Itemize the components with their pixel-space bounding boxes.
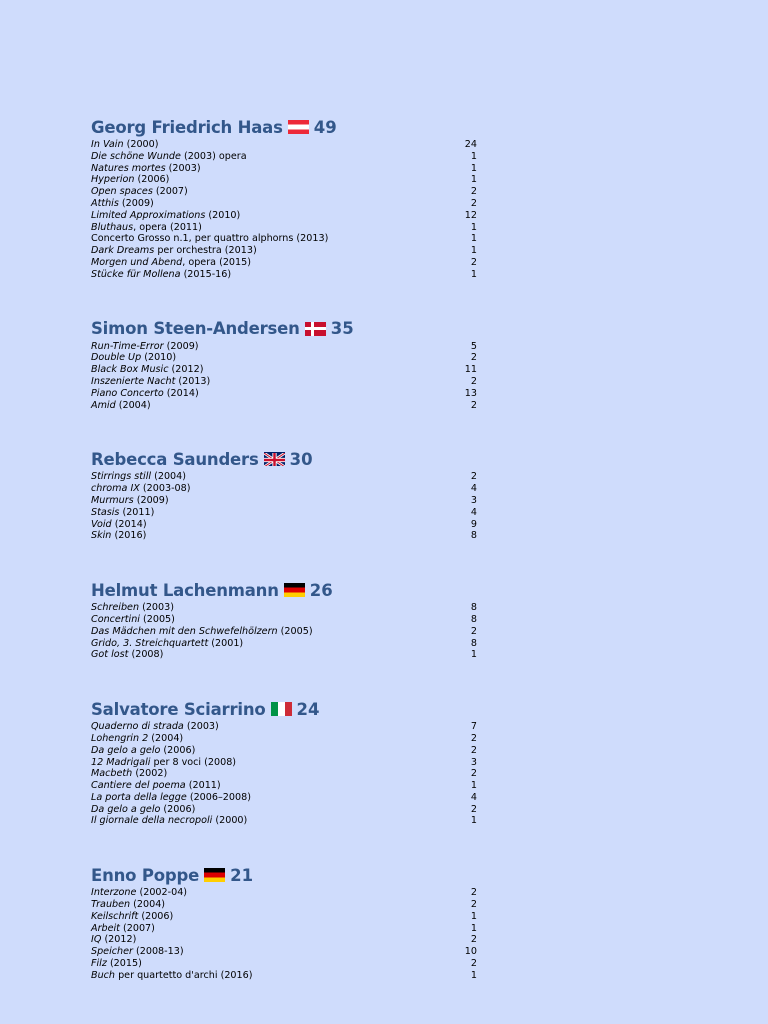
work-details: (2007) [152, 186, 188, 198]
work-row [91, 815, 477, 827]
work-count: 1 [470, 815, 477, 827]
work-row [91, 626, 477, 638]
work-label [91, 471, 186, 483]
work-title: Il giornale della necropoli [91, 815, 213, 827]
work-details: (2009) [163, 340, 199, 352]
work-row [91, 364, 477, 376]
work-count: 1 [470, 910, 477, 922]
work-label [91, 911, 173, 923]
composer-total: 49 [313, 117, 337, 137]
work-label [91, 174, 169, 186]
work-count: 1 [470, 922, 477, 934]
work-details: , opera (2015) [182, 256, 251, 268]
work-row [91, 958, 477, 970]
work-label [91, 970, 252, 982]
work-count: 4 [470, 506, 477, 518]
work-title: Die schöne Wunde [91, 150, 181, 162]
work-details: (2003) [165, 162, 201, 174]
work-label [91, 899, 165, 911]
work-label [91, 388, 199, 400]
work-title: Black Box Music [91, 364, 169, 376]
work-row [91, 638, 477, 650]
work-count: 2 [470, 197, 477, 209]
composer-total: 21 [230, 865, 254, 885]
work-row [91, 780, 477, 792]
work-label [91, 139, 159, 151]
composer-total: 30 [289, 449, 313, 469]
work-details: (2004) [130, 899, 166, 911]
work-label [91, 614, 175, 626]
work-details: (2013) [175, 375, 211, 387]
work-details: (2015) [106, 958, 142, 970]
work-row [91, 483, 477, 495]
work-title: Open spaces [91, 186, 153, 198]
work-label [91, 780, 221, 792]
work-title: Skin [91, 530, 112, 542]
work-title: Speicher [91, 946, 133, 958]
work-count: 2 [470, 768, 477, 780]
work-row [91, 341, 477, 353]
work-count: 10 [464, 946, 477, 958]
work-row [91, 519, 477, 531]
work-details: (2005) [277, 625, 313, 637]
work-count: 1 [470, 162, 477, 174]
work-details: (2003) [183, 721, 219, 733]
work-count: 1 [470, 150, 477, 162]
work-details: (2010) [141, 352, 177, 364]
work-title: Keilschrift [91, 910, 139, 922]
work-label [91, 483, 190, 495]
composer-name: Georg Friedrich Haas [91, 117, 283, 137]
work-label [91, 186, 188, 198]
work-details: per 8 voci (2008) [150, 756, 237, 768]
work-title: Stasis [91, 506, 120, 518]
work-row [91, 198, 477, 210]
work-count: 8 [470, 602, 477, 614]
work-title: Quaderno di strada [91, 721, 184, 733]
germany-flag [284, 583, 305, 597]
work-count: 2 [470, 375, 477, 387]
work-label [91, 887, 187, 899]
work-details: (2002-04) [136, 887, 188, 899]
work-details: per quartetto d'archi (2016) [115, 969, 253, 981]
work-title: Filz [91, 958, 107, 970]
composer-name: Enno Poppe [91, 865, 200, 885]
work-details: (2014) [111, 518, 147, 530]
work-title: Hyperion [91, 174, 135, 186]
composer-name: Helmut Lachenmann [91, 580, 279, 600]
work-title: Natures mortes [91, 162, 166, 174]
works-list [91, 139, 477, 281]
work-details: (2000) [212, 815, 248, 827]
work-row [91, 804, 477, 816]
work-details: (2009) [133, 494, 169, 506]
work-label [91, 352, 176, 364]
work-row [91, 269, 477, 281]
work-title: Stücke für Mollena [91, 268, 181, 280]
denmark-flag [305, 322, 326, 336]
works-list [91, 471, 477, 542]
germany-flag [204, 868, 225, 882]
work-label [91, 649, 163, 661]
work-row [91, 507, 477, 519]
work-details: (2003) opera [180, 150, 247, 162]
work-title: Interzone [91, 887, 137, 899]
work-title: Double Up [91, 352, 142, 364]
work-details: (2006) [160, 803, 196, 815]
work-title: Got lost [91, 649, 129, 661]
work-details: (2004) [151, 471, 186, 483]
work-count: 1 [470, 780, 477, 792]
work-row [91, 210, 477, 222]
work-count: 24 [464, 139, 477, 150]
work-title: Murmurs [91, 494, 134, 506]
section-spacer [91, 542, 477, 578]
work-details: (2002) [132, 768, 168, 780]
work-row [91, 733, 477, 745]
work-row [91, 495, 477, 507]
work-title: Piano Concerto [91, 387, 164, 399]
work-row [91, 352, 477, 364]
work-row [91, 174, 477, 186]
work-label [91, 757, 236, 769]
work-title: Inszenierte Nacht [91, 375, 176, 387]
composer-heading [91, 115, 477, 139]
work-label [91, 400, 151, 412]
work-details: (2008) [128, 649, 164, 661]
work-row [91, 151, 477, 163]
composer-name: Simon Steen-Andersen [91, 319, 300, 339]
work-row [91, 139, 477, 151]
work-count: 8 [470, 613, 477, 625]
work-title: Das Mädchen mit den Schwefelhölzern [91, 625, 278, 637]
section-spacer [91, 281, 477, 317]
works-list [91, 602, 477, 661]
work-title: Run-Time-Error [91, 340, 164, 352]
work-row [91, 757, 477, 769]
work-label [91, 804, 195, 816]
work-label [91, 519, 147, 531]
composer-total: 24 [296, 699, 320, 719]
work-row [91, 887, 477, 899]
work-count: 1 [470, 969, 477, 981]
work-label [91, 495, 169, 507]
composer-section [91, 317, 477, 412]
work-details: (2016) [111, 530, 147, 542]
work-count: 2 [470, 625, 477, 637]
work-count: 1 [470, 174, 477, 186]
work-details: (2003) [139, 602, 174, 614]
work-title: Bluthaus [91, 221, 134, 233]
work-details: (2008-13) [132, 946, 184, 958]
work-count: 5 [470, 340, 477, 352]
italy-flag [271, 702, 292, 716]
work-label [91, 815, 247, 827]
work-count: 2 [470, 399, 477, 411]
work-row [91, 970, 477, 982]
work-count: 1 [470, 221, 477, 233]
work-label [91, 245, 257, 257]
work-row [91, 745, 477, 757]
work-row [91, 400, 477, 412]
work-label [91, 364, 203, 376]
work-label [91, 341, 199, 353]
work-count: 2 [470, 186, 477, 198]
work-count: 11 [464, 364, 477, 376]
work-row [91, 257, 477, 269]
work-title: Morgen und Abend [91, 256, 183, 268]
work-details: (2006) [138, 910, 174, 922]
work-title: Void [91, 518, 112, 530]
work-title: 12 Madrigali [91, 756, 151, 768]
work-label [91, 934, 136, 946]
composer-name: Rebecca Saunders [91, 449, 259, 469]
work-title: Buch [91, 969, 116, 981]
work-label [91, 721, 219, 733]
section-spacer [91, 661, 477, 697]
work-title: Grido, 3. Streichquartett [91, 637, 209, 649]
work-label [91, 530, 146, 542]
work-details: (2012) [101, 934, 137, 946]
work-row [91, 649, 477, 661]
work-count: 1 [470, 245, 477, 257]
composer-heading [91, 863, 477, 887]
composer-heading [91, 317, 477, 341]
work-count: 2 [470, 471, 477, 483]
composer-heading [91, 697, 477, 721]
work-label [91, 507, 154, 519]
work-count: 2 [470, 732, 477, 744]
work-count: 2 [470, 744, 477, 756]
work-count: 1 [470, 649, 477, 661]
work-row [91, 923, 477, 935]
work-count: 3 [470, 494, 477, 506]
work-details: (2009) [118, 197, 154, 209]
work-label [91, 376, 210, 388]
work-label [91, 638, 243, 650]
section-spacer [91, 827, 477, 863]
work-row [91, 768, 477, 780]
work-row [91, 899, 477, 911]
work-details: (2001) [208, 637, 244, 649]
work-count: 2 [470, 899, 477, 911]
work-title: Trauben [91, 899, 131, 911]
work-title: Lohengrin 2 [91, 732, 149, 744]
work-label [91, 946, 184, 958]
composer-section [91, 447, 477, 542]
work-title: Dark Dreams [91, 245, 155, 257]
work-row [91, 245, 477, 257]
work-details: (2012) [168, 364, 204, 376]
work-title: IQ [91, 934, 102, 946]
work-row [91, 222, 477, 234]
work-label [91, 210, 240, 222]
composer-section [91, 115, 477, 281]
work-title: Concertini [91, 613, 140, 625]
work-title: Cantiere del poema [91, 780, 186, 792]
work-row [91, 614, 477, 626]
work-count: 2 [470, 256, 477, 268]
work-count: 2 [470, 352, 477, 364]
work-title: Atthis [91, 197, 119, 209]
work-label [91, 222, 202, 234]
works-list [91, 721, 477, 827]
work-details: (2010) [205, 209, 241, 221]
work-count: 4 [470, 791, 477, 803]
work-row [91, 934, 477, 946]
composer-heading [91, 447, 477, 471]
work-count: 4 [470, 483, 477, 495]
work-count: 1 [470, 268, 477, 280]
work-label [91, 269, 231, 281]
section-spacer [91, 411, 477, 447]
work-label [91, 602, 174, 614]
work-details: (2000) [123, 139, 159, 150]
work-count: 2 [470, 958, 477, 970]
work-details: (2006) [160, 744, 196, 756]
work-details: (2003-08) [139, 483, 191, 495]
work-title: In Vain [91, 139, 124, 150]
work-details: (2014) [163, 387, 199, 399]
work-label [91, 792, 251, 804]
work-details: (2004) [148, 732, 184, 744]
work-count: 13 [464, 387, 477, 399]
work-row [91, 792, 477, 804]
composer-total: 26 [309, 580, 333, 600]
work-label [91, 923, 155, 935]
composer-heading [91, 578, 477, 602]
work-row [91, 388, 477, 400]
work-title: Macbeth [91, 768, 133, 780]
work-details: (2005) [139, 613, 175, 625]
work-label [91, 745, 195, 757]
work-title: La porta della legge [91, 791, 187, 803]
composer-section [91, 863, 477, 981]
work-details: (2011) [119, 506, 155, 518]
work-details: (2011) [185, 780, 221, 792]
work-label [91, 151, 247, 163]
work-count: 2 [470, 803, 477, 815]
composer-list [91, 115, 477, 982]
work-count: 8 [470, 637, 477, 649]
work-title: Amid [91, 399, 116, 411]
composer-section [91, 697, 477, 827]
work-count: 8 [470, 530, 477, 542]
uk-flag [264, 452, 285, 466]
work-label [91, 198, 154, 210]
work-count: 7 [470, 721, 477, 733]
work-details: (2006–2008) [186, 791, 251, 803]
work-row [91, 233, 477, 245]
work-row [91, 163, 477, 175]
work-count: 9 [470, 518, 477, 530]
work-title: Da gelo a gelo [91, 744, 161, 756]
work-row [91, 530, 477, 542]
work-label [91, 163, 201, 175]
work-details: Concerto Grosso n.1, per quattro alphorns (2013) [91, 233, 329, 245]
work-row [91, 946, 477, 958]
composer-total: 35 [330, 319, 354, 339]
work-row [91, 602, 477, 614]
work-row [91, 721, 477, 733]
work-label [91, 626, 313, 638]
work-count: 12 [464, 209, 477, 221]
work-title: Da gelo a gelo [91, 803, 161, 815]
work-row [91, 471, 477, 483]
work-count: 2 [470, 934, 477, 946]
work-label [91, 958, 142, 970]
work-title: chroma IX [91, 483, 140, 495]
work-label [91, 257, 251, 269]
work-label [91, 733, 183, 745]
work-details: (2015-16) [180, 268, 232, 280]
work-title: Limited Approximations [91, 209, 206, 221]
work-count: 3 [470, 756, 477, 768]
work-label [91, 233, 328, 245]
work-row [91, 186, 477, 198]
austria-flag [288, 120, 309, 134]
work-title: Arbeit [91, 922, 120, 934]
composer-section [91, 578, 477, 661]
work-title: Stirrings still [91, 471, 152, 483]
work-details: (2004) [115, 399, 151, 411]
composer-name: Salvatore Sciarrino [91, 699, 266, 719]
work-label [91, 768, 167, 780]
work-row [91, 911, 477, 923]
work-count: 1 [470, 233, 477, 245]
works-list [91, 887, 477, 981]
works-list [91, 341, 477, 412]
work-count: 2 [470, 887, 477, 899]
work-details: (2006) [134, 174, 170, 186]
work-title: Schreiben [91, 602, 140, 614]
work-row [91, 376, 477, 388]
work-details: , opera (2011) [133, 221, 202, 233]
work-details: per orchestra (2013) [154, 245, 257, 257]
work-details: (2007) [119, 922, 155, 934]
